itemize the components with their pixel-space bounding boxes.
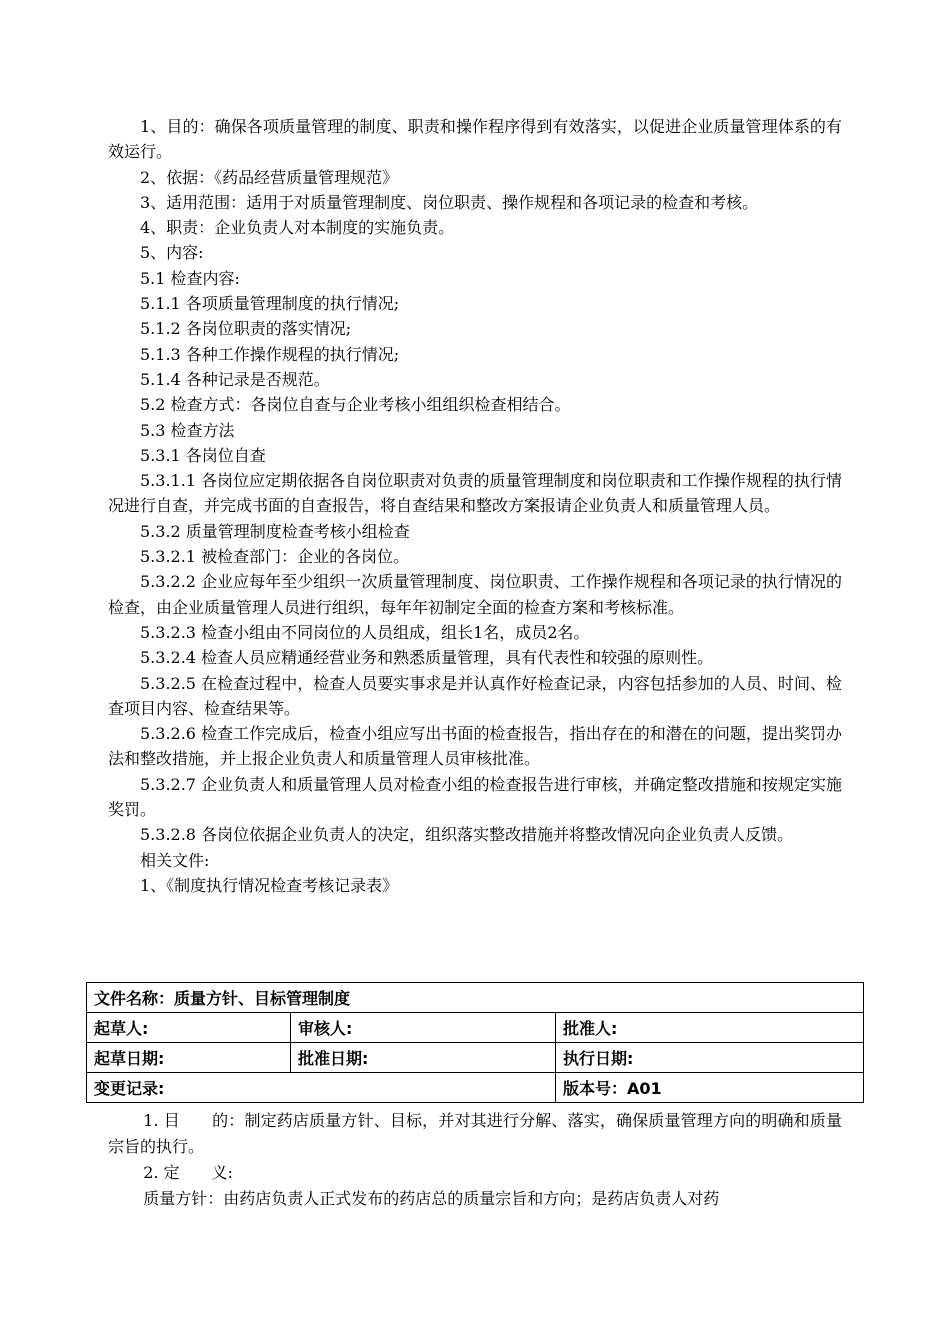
table-row	[87, 983, 864, 1013]
paragraph-content: 5、内容:	[140, 243, 204, 263]
paragraph-5-3: 5.3 检查方法	[140, 420, 235, 440]
table-row	[87, 1043, 864, 1073]
version-cell: 版本号：A01	[556, 1073, 864, 1103]
file-name-cell: 文件名称：质量方针、目标管理制度	[87, 983, 864, 1013]
paragraph-5-1-3: 5.1.3 各种工作操作规程的执行情况;	[140, 344, 400, 364]
paragraph-responsibility: 4、职责：企业负责人对本制度的实施负责。	[140, 218, 455, 238]
drafter-cell: 起草人:	[87, 1013, 291, 1043]
paragraph-5-3-2-3: 5.3.2.3 检查小组由不同岗位的人员组成，组长1名，成员2名。	[140, 622, 590, 642]
paragraph-policy-purpose: 1. 目 的：制定药店质量方针、目标，并对其进行分解、落实，确保质量管理方向的明确和质量宗旨的执行。	[108, 1111, 842, 1156]
change-record-cell: 变更记录:	[87, 1073, 556, 1103]
paragraph-quality-policy: 质量方针：由药店负责人正式发布的药店总的质量宗旨和方向；是药店负责人对药	[143, 1189, 720, 1208]
approve-date-cell: 批准日期:	[291, 1043, 556, 1073]
related-documents-label: 相关文件:	[140, 850, 210, 870]
approver-cell: 批准人:	[556, 1013, 864, 1043]
paragraph-5-2: 5.2 检查方式：各岗位自查与企业考核小组组织检查相结合。	[140, 395, 571, 415]
paragraph-5-3-2-1: 5.3.2.1 被检查部门：企业的各岗位。	[140, 547, 410, 567]
paragraph-5-3-2-8: 5.3.2.8 各岗位依据企业负责人的决定，组织落实整改措施并将整改情况向企业负责人反馈。	[140, 825, 794, 845]
paragraph-5-1: 5.1 检查内容:	[140, 268, 240, 288]
paragraph-definition: 2. 定 义:	[143, 1163, 233, 1182]
paragraph-5-3-1-1: 5.3.1.1 各岗位应定期依据各自岗位职责对负责的质量管理制度和岗位职责和工作操作规程的执行情况进行自查，并完成书面的自查报告，将自查结果和整改方案报请企业负责人和质量管理人员。	[108, 471, 842, 516]
paragraph-5-3-2-4: 5.3.2.4 检查人员应精通经营业务和熟悉质量管理，具有代表性和较强的原则性。	[140, 648, 714, 668]
draft-date-cell: 起草日期:	[87, 1043, 291, 1073]
table-row	[87, 1073, 864, 1103]
paragraph-5-3-2: 5.3.2 质量管理制度检查考核小组检查	[140, 521, 410, 541]
paragraph-5-1-1: 5.1.1 各项质量管理制度的执行情况;	[140, 294, 400, 314]
effective-date-cell: 执行日期:	[556, 1043, 864, 1073]
paragraph-5-3-2-2: 5.3.2.2 企业应每年至少组织一次质量管理制度、岗位职责、工作操作规程和各项记录的执行情况的检查，由企业质量管理人员进行组织，每年年初制定全面的检查方案和考核标准。	[108, 572, 842, 617]
reviewer-cell: 审核人:	[291, 1013, 556, 1043]
quality-inspection-section	[108, 114, 842, 898]
paragraph-basis: 2、依据：《药品经营质量管理规范》	[140, 167, 399, 187]
paragraph-5-3-2-5: 5.3.2.5 在检查过程中，检查人员要实事求是并认真作好检查记录，内容包括参加的人员、时间、检查项目内容、检查结果等。	[108, 673, 842, 718]
related-document-item: 1、《制度执行情况检查考核记录表》	[140, 875, 399, 895]
paragraph-scope: 3、适用范围：适用于对质量管理制度、岗位职责、操作规程和各项记录的检查和考核。	[140, 192, 759, 212]
paragraph-5-1-4: 5.1.4 各种记录是否规范。	[140, 369, 330, 389]
quality-policy-section	[108, 1108, 842, 1212]
table-row	[87, 1013, 864, 1043]
paragraph-5-1-2: 5.1.2 各岗位职责的落实情况;	[140, 319, 352, 339]
document-header-table	[86, 982, 864, 1103]
paragraph-5-3-1: 5.3.1 各岗位自查	[140, 445, 266, 465]
paragraph-5-3-2-6: 5.3.2.6 检查工作完成后，检查小组应写出书面的检查报告，指出存在的和潜在的问题，提出奖罚办法和整改措施，并上报企业负责人和质量管理人员审核批准。	[108, 724, 842, 769]
paragraph-5-3-2-7: 5.3.2.7 企业负责人和质量管理人员对检查小组的检查报告进行审核，并确定整改措施和按规定实施奖罚。	[108, 774, 842, 820]
paragraph-purpose: 1、目的：确保各项质量管理的制度、职责和操作程序得到有效落实，以促进企业质量管理体系的有效运行。	[108, 117, 842, 162]
